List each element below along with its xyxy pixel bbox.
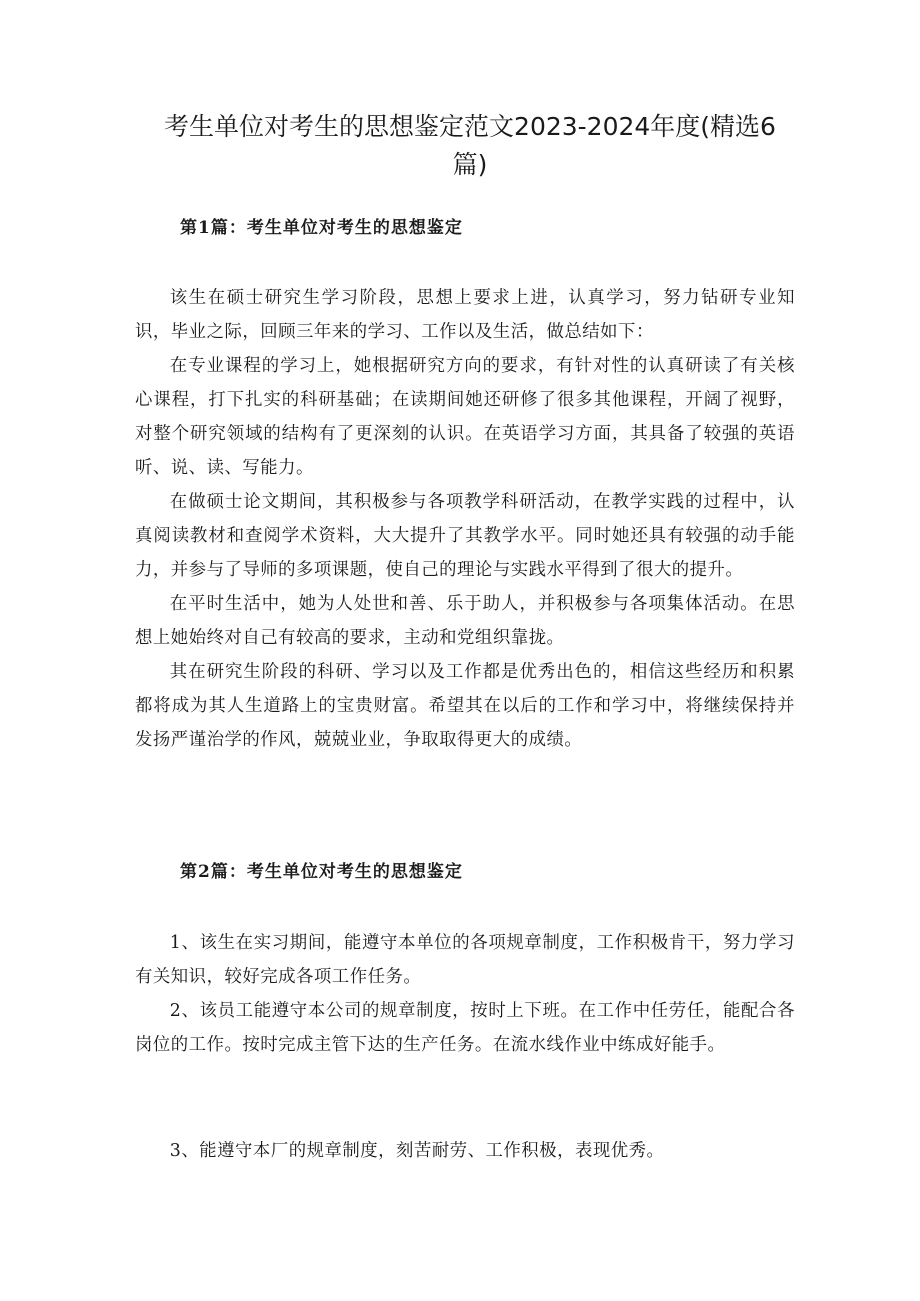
section-1-heading: 第1篇：考生单位对考生的思想鉴定 bbox=[180, 218, 463, 238]
section-2-paragraph: 1、该生在实习期间，能遵守本单位的各项规章制度，工作积极肯干，努力学习有关知识，较好完成各项工作任务。 bbox=[135, 933, 795, 987]
section-2-paragraph: 2、该员工能遵守本公司的规章制度，按时上下班。在工作中任劳任，能配合各岗位的工作。按时完成主管下达的生产任务。在流水线作业中练成好能手。 bbox=[135, 1001, 795, 1055]
section-1-paragraph: 在平时生活中，她为人处世和善、乐于助人，并积极参与各项集体活动。在思想上她始终对自己有较高的要求，主动和党组织靠拢。 bbox=[135, 594, 795, 648]
section-2-body-continued bbox=[135, 1134, 795, 1168]
section-2-paragraph: 3、能遵守本厂的规章制度，刻苦耐劳、工作积极，表现优秀。 bbox=[169, 1141, 665, 1161]
section-2-heading: 第2篇：考生单位对考生的思想鉴定 bbox=[180, 862, 463, 882]
section-1-paragraph: 在做硕士论文期间，其积极参与各项教学科研活动，在教学实践的过程中，认真阅读教材和查阅学术资料，大大提升了其教学水平。同时她还具有较强的动手能力，并参与了导师的多项课题，使自己的理论与实践水平得到了很大的提升。 bbox=[135, 492, 795, 580]
section-2-body bbox=[135, 926, 795, 1062]
section-1-paragraph: 在专业课程的学习上，她根据研究方向的要求，有针对性的认真研读了有关核心课程，打下扎实的科研基础；在读期间她还研修了很多其他课程，开阔了视野，对整个研究领域的结构有了更深刻的认识。在英语学习方面，其具备了较强的英语听、说、读、写能力。 bbox=[135, 356, 795, 478]
section-1-body bbox=[135, 281, 795, 757]
section-1-paragraph: 其在研究生阶段的科研、学习以及工作都是优秀出色的，相信这些经历和积累都将成为其人生道路上的宝贵财富。希望其在以后的工作和学习中，将继续保持并发扬严谨治学的作风，兢兢业业，争取取得更大的成绩。 bbox=[135, 662, 795, 750]
section-1-paragraph: 该生在硕士研究生学习阶段，思想上要求上进，认真学习，努力钻研专业知识，毕业之际，回顾三年来的学习、工作以及生活，做总结如下： bbox=[135, 288, 795, 342]
document-title: 考生单位对考生的思想鉴定范文2023-2024年度(精选6篇) bbox=[164, 112, 776, 179]
